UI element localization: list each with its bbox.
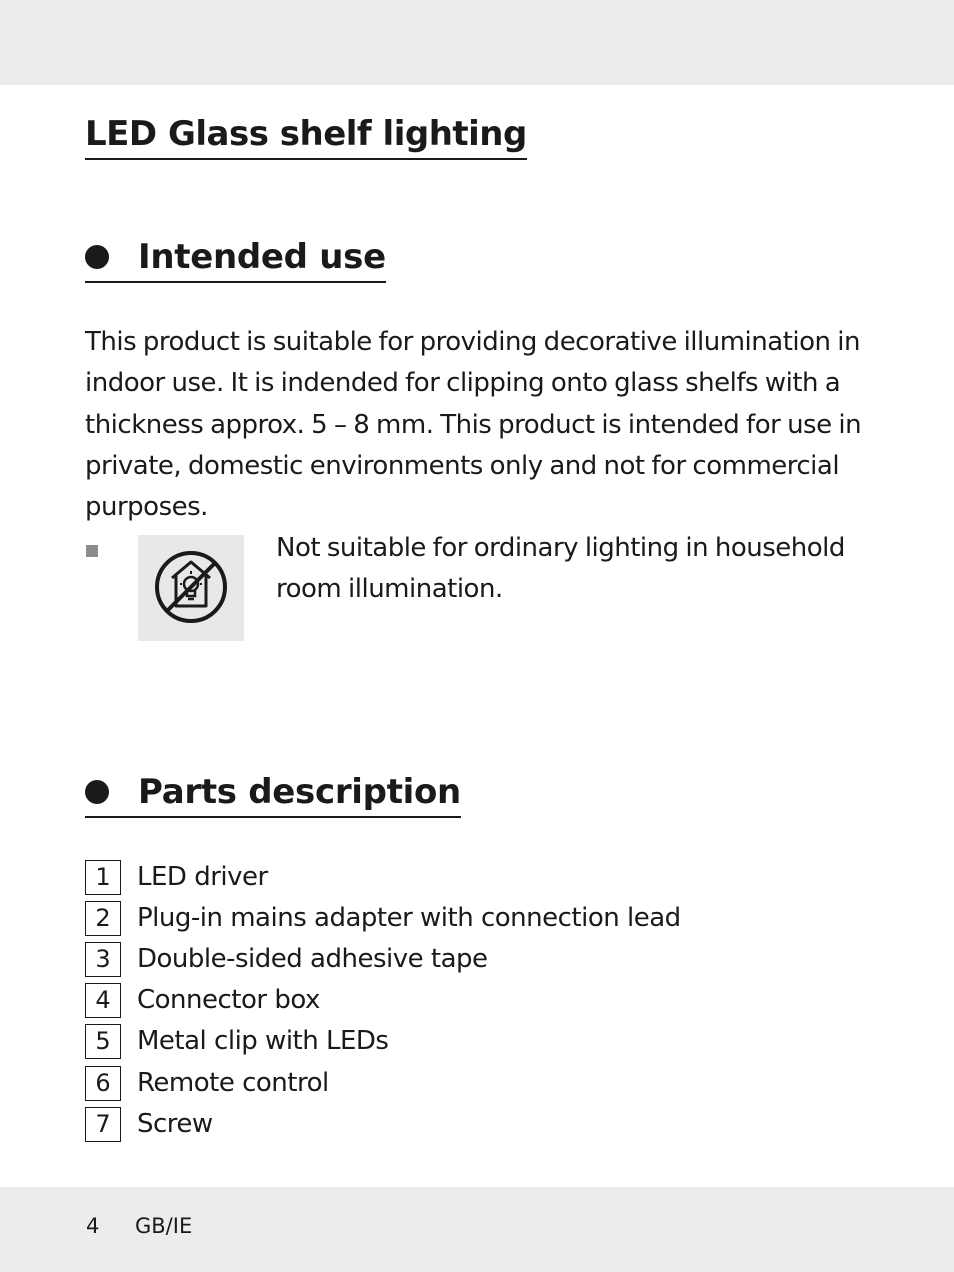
part-label: LED driver — [137, 862, 268, 893]
list-item — [85, 898, 681, 939]
list-item — [85, 980, 681, 1021]
bullet-dot-icon — [85, 245, 109, 269]
list-item — [85, 857, 681, 898]
intended-use-paragraph: This product is suitable for providing decorative illumination in indoor use. It is indended for clipping onto glass shelfs with a thickness approx. 5 – 8 mm. This product is intended for use in private, domestic environments only and not for commercial purposes. — [85, 327, 862, 523]
part-number-box: 4 — [85, 983, 121, 1018]
part-label: Remote control — [137, 1067, 329, 1098]
language-code: GB/IE — [135, 1214, 193, 1238]
section-heading-text: Intended use — [138, 237, 386, 277]
part-number-box: 7 — [85, 1107, 121, 1142]
parts-list — [85, 857, 681, 1145]
part-number-box: 5 — [85, 1024, 121, 1059]
list-item — [85, 1104, 681, 1145]
bullet-dot-icon — [85, 780, 109, 804]
part-number-box: 3 — [85, 942, 121, 977]
top-band — [0, 0, 954, 85]
part-number-box: 6 — [85, 1066, 121, 1101]
document-title: LED Glass shelf lighting — [85, 112, 527, 160]
bullet-text: Not suitable for ordinary lighting in household room illumination. — [276, 533, 845, 604]
part-label: Plug-in mains adapter with connection lead — [137, 903, 681, 934]
part-label: Connector box — [137, 985, 320, 1016]
list-item — [85, 1062, 681, 1103]
section-heading-parts-description — [85, 770, 461, 818]
part-label: Screw — [137, 1108, 213, 1139]
part-number-box: 2 — [85, 901, 121, 936]
list-item — [85, 1021, 681, 1062]
bullet-square-icon — [86, 545, 98, 557]
list-item — [85, 939, 681, 980]
no-household-lighting-icon — [138, 535, 244, 641]
section-heading-intended-use — [85, 235, 386, 283]
page-number: 4 — [86, 1214, 100, 1238]
part-label: Double-sided adhesive tape — [137, 944, 488, 975]
part-label: Metal clip with LEDs — [137, 1026, 389, 1057]
section-heading-text: Parts description — [138, 772, 461, 812]
part-number-box: 1 — [85, 860, 121, 895]
